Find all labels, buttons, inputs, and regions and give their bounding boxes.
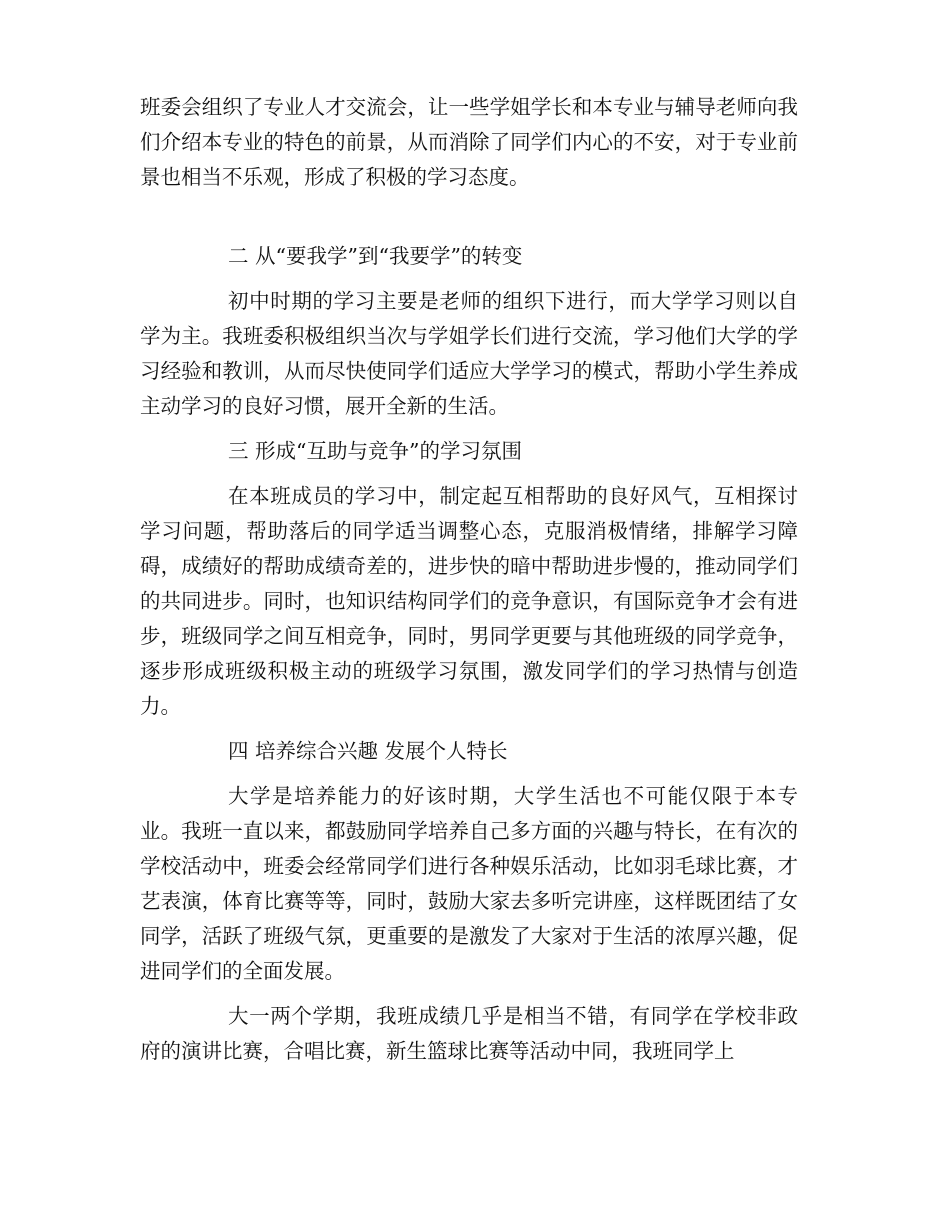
section-heading-4: 四 培养综合兴趣 发展个人特长	[228, 739, 508, 763]
document-body	[140, 90, 798, 1069]
section-heading-2: 二 从“要我学”到“我要学”的转变	[228, 244, 523, 268]
paragraph-spacer	[140, 195, 798, 239]
final-paragraph: 大一两个学期，我班成绩几乎是相当不错，有同学在学校非政府的演讲比赛，合唱比赛，新生篮球比赛等活动中同，我班同学上	[140, 1004, 798, 1063]
section-body-2: 初中时期的学习主要是老师的组织下进行，而大学学习则以自学为主。我班委积极组织当次与学姐学长们进行交流，学习他们大学的学习经验和教训，从而尽快使同学们适应大学学习的模式，帮助小学生养成主动学习的良好习惯，展开全新的生活。	[140, 289, 798, 418]
section-heading-3: 三 形成“互助与竞争”的学习氛围	[228, 439, 522, 463]
section-body-4: 大学是培养能力的好该时期，大学生活也不可能仅限于本专业。我班一直以来，都鼓励同学培养自己多方面的兴趣与特长，在有次的学校活动中，班委会经常同学们进行各种娱乐活动，比如羽毛球比赛，才艺表演，体育比赛等等，同时，鼓励大家去多听完讲座，这样既团结了女同学，活跃了班级气氛，更重要的是激发了大家对于生活的浓厚兴趣，促进同学们的全面发展。	[140, 784, 798, 983]
paragraph-spacer	[140, 769, 798, 779]
paragraph-spacer	[140, 274, 798, 284]
paragraph-spacer	[140, 469, 798, 479]
intro-paragraph: 班委会组织了专业人才交流会，让一些学姐学长和本专业与辅导老师向我们介绍本专业的特色的前景，从而消除了同学们内心的不安，对于专业前景也相当不乐观，形成了积极的学习态度。	[140, 95, 798, 189]
paragraph-spacer	[140, 989, 798, 999]
paragraph-spacer	[140, 724, 798, 734]
paragraph-spacer	[140, 424, 798, 434]
section-body-3: 在本班成员的学习中，制定起互相帮助的良好风气，互相探讨学习问题，帮助落后的同学适当调整心态，克服消极情绪，排解学习障碍，成绩好的帮助成绩奇差的，进步快的暗中帮助进步慢的，推动同学们的共同进步。同时，也知识结构同学们的竞争意识，有国际竞争才会有进步，班级同学之间互相竞争，同时，男同学更要与其他班级的同学竞争，逐步形成班级积极主动的班级学习氛围，激发同学们的学习热情与创造力。	[140, 484, 798, 718]
